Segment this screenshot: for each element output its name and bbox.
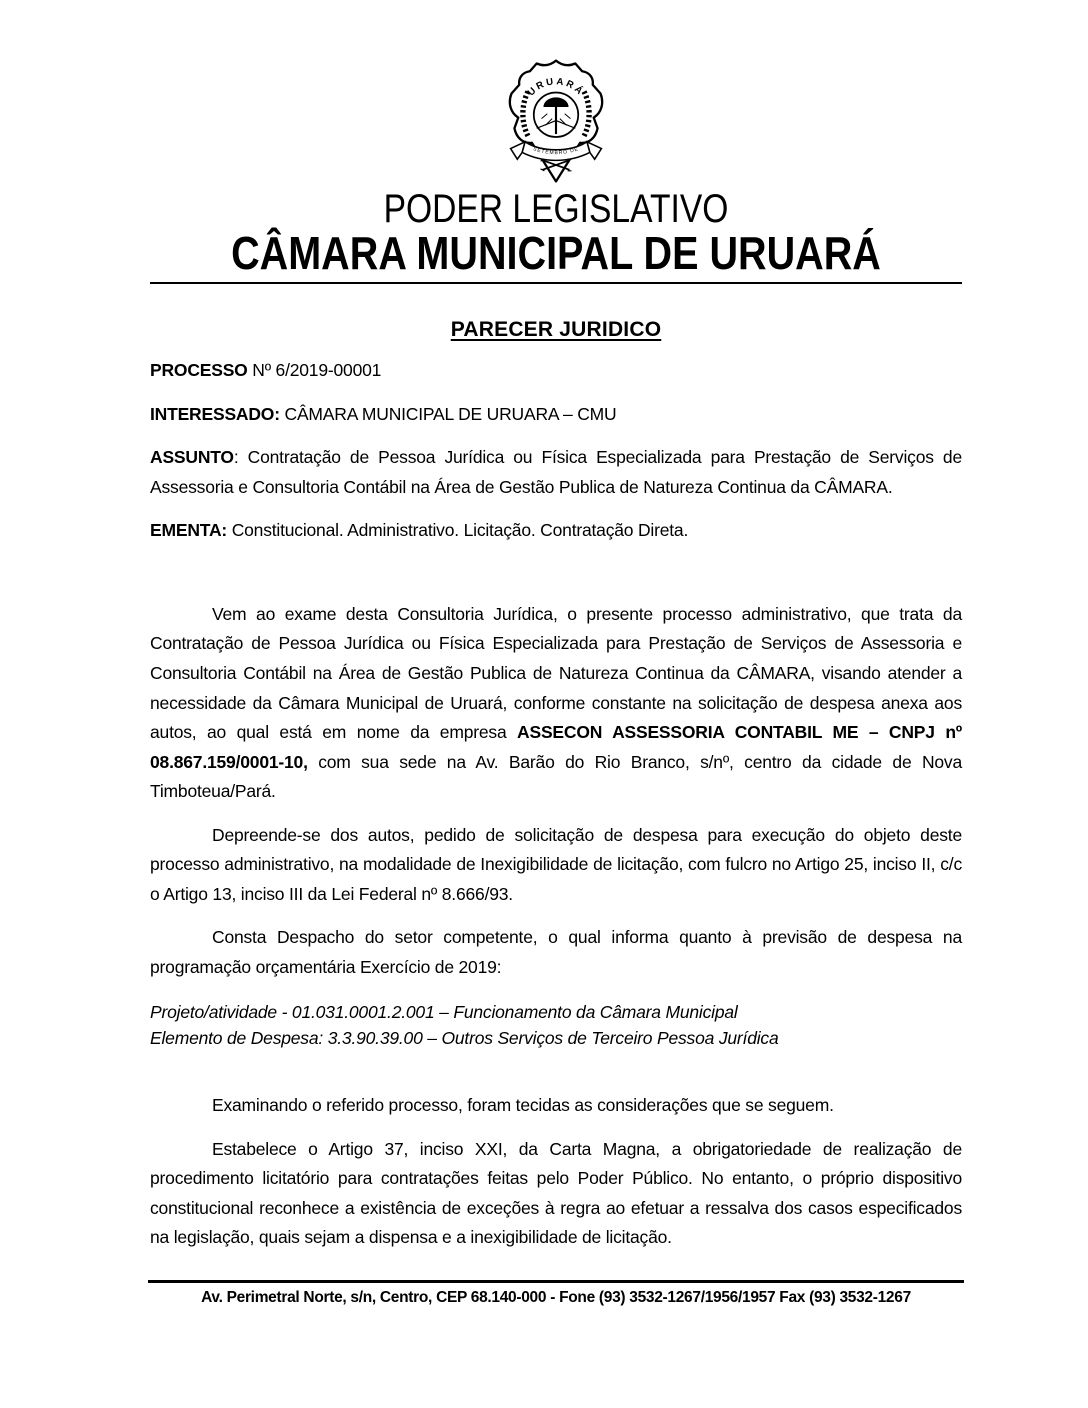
text-run-bold: PROCESSO [150, 360, 248, 380]
text-line: Elemento de Despesa: 3.3.90.39.00 – Outros Serviços de Terceiro Pessoa Jurídica [150, 1027, 779, 1048]
field-line [150, 429, 962, 502]
text-run: : Contratação de Pessoa Jurídica ou Física Especializada para Prestação de Serviços de Assessoria e Consultoria Contábil na Área de Gestão Publica de Natureza Continua da CÂMARA. [150, 447, 962, 497]
footer-divider [148, 1280, 964, 1283]
coat-of-arms-icon [498, 56, 614, 187]
paragraph [150, 546, 962, 807]
left-branch-icon [523, 92, 528, 136]
text-run: Constitucional. Administrativo. Licitação. Contratação Direta. [227, 520, 689, 541]
field-line [150, 502, 962, 546]
paragraph [150, 983, 962, 1052]
text-run-bold: ASSECON ASSESSORIA CONTABIL ME – CNPJ nº 08.867.159/0001-10, [150, 722, 962, 772]
letterhead [150, 56, 962, 284]
text-run: Vem ao exame desta Consultoria Jurídica, o presente processo administrativo, que trata da Contratação de Pessoa Jurídica ou Física Especializada para Prestação de Serviços de Assessoria e Consultoria Contábil na Área de Gestão Publica de Natureza Continua da CÂMARA, visando atender a necessidade da Câmara Municipal de Uruará, conforme constante na solicitação de despesa anexa aos autos, ao qual está em nome da empresa [150, 603, 962, 743]
document-body [150, 318, 962, 1253]
paragraph [150, 1121, 962, 1253]
footer [148, 1280, 964, 1307]
text-run: Estabelece o Artigo 37, inciso XXI, da Carta Magna, a obrigatoriedade de realização de procedimento licitatório para contratações feitas pelo Poder Público. No entanto, o próprio dispositivo constitucional reconhece a existência de exceções à regra ao efetuar a ressalva dos casos especificados na legislação, quais sejam a dispensa e a inexigibilidade de licitação. [150, 1138, 962, 1248]
field-line [150, 342, 962, 386]
text-run: Nº 6/2019-00001 [247, 360, 382, 380]
text-run-bold: EMENTA: [150, 520, 228, 541]
text-run: com sua sede na Av. Barão do Rio Branco, s/nº, centro da cidade de Nova Timboteua/Pará. [150, 751, 962, 802]
coat-of-arms-logo [150, 56, 962, 188]
text-run-bold: INTERESSADO: [150, 403, 280, 424]
right-branch-icon [584, 92, 589, 136]
header-divider [150, 282, 962, 284]
field-line [150, 386, 962, 430]
document-paragraphs [150, 342, 962, 1253]
text-run: Depreende-se dos autos, pedido de solicitação de despesa para execução do objeto deste processo administrativo, na modalidade de Inexigibilidade de licitação, com fulcro no Artigo 25, inciso II, c/c o Artigo 13, inciso III da Lei Federal nº 8.666/93. [150, 824, 962, 904]
document-title: PARECER JURIDICO [450, 318, 662, 341]
org-branch-title: PODER LEGISLATIVO [383, 187, 729, 231]
text-run-bold: ASSUNTO [150, 447, 234, 468]
footer-address: Av. Perimetral Norte, s/n, Centro, CEP 68.140-000 - Fone (93) 3532-1267/1956/1957 Fax (93) 3532-1267 [201, 1289, 911, 1306]
text-run: Consta Despacho do setor competente, o qual informa quanto à previsão de despesa na programação orçamentária Exercício de 2019: [150, 927, 962, 977]
logo-arc-textpath: URUARÁ [525, 76, 587, 99]
org-name-title: CÂMARA MUNICIPAL DE URUARÁ [231, 227, 881, 279]
paragraph [150, 1051, 962, 1121]
text-run: Examinando o referido processo, foram tecidas as considerações que se seguem. [212, 1095, 834, 1116]
ribbon-textpath: SETEMBRO DE [532, 146, 580, 157]
text-run: CÂMARA MUNICIPAL DE URUARA – CMU [279, 403, 617, 424]
paragraph [150, 909, 962, 982]
paragraph [150, 807, 962, 910]
text-line: Projeto/atividade - 01.031.0001.2.001 – Funcionamento da Câmara Municipal [150, 1001, 738, 1022]
